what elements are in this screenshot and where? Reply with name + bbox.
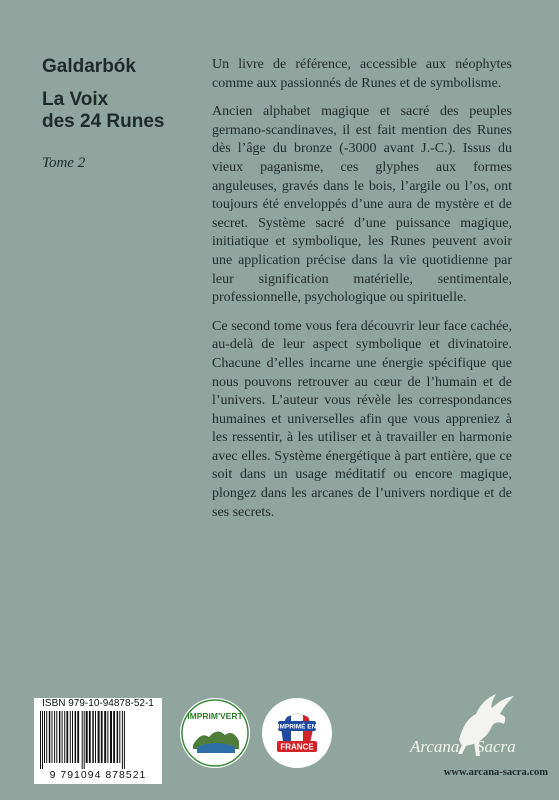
blurb-paragraph-2: Ancien alphabet magique et sacré des peuples germano-scandinaves, il est fait mention des Runes dès l’âge du bronze (-3000 avant J.-C.). Issus du vieux paganisme, ces glyphes aux formes anguleuses, gravés dans le bois, l’argile ou l’os, ont toujours été enveloppés d’une aura de mystère et de secret. Système sacré d’une puissance magique, initiatique et symbolique, les Runes peuvent avoir une application précise dans la vie quotidienne par leur signification matérielle, sentimentale, professionnelle, psychologique ou spirituelle. xyxy=(212,104,512,306)
publisher-website: www.arcana-sacra.com xyxy=(443,767,548,778)
barcode xyxy=(34,698,162,784)
isbn-label: ISBN 979-10-94878-52-1 xyxy=(42,698,154,709)
book-title xyxy=(42,89,202,133)
imprime-en-label: IMPRIMÉ EN xyxy=(277,723,317,731)
imprime-en-france-logo xyxy=(261,697,333,769)
publisher-name-arcana: Arcana xyxy=(410,737,460,756)
book-title-line1: La Voix xyxy=(42,89,109,110)
blurb-text xyxy=(212,56,512,532)
blurb-paragraph-1: Un livre de référence, accessible aux néophytes comme aux passionnés de Runes et de symbolisme. xyxy=(212,57,512,91)
author-name: Galdarbók xyxy=(42,56,136,77)
book-title-line2: des 24 Runes xyxy=(42,111,165,132)
barcode-bars xyxy=(38,711,158,769)
book-title-block xyxy=(42,55,202,172)
imprimvert-label: IMPRIM'VERT xyxy=(187,711,243,721)
arcana-sacra-logo xyxy=(404,690,529,765)
blurb-paragraph-3: Ce second tome vous fera découvrir leur face cachée, au-delà de leur aspect symbolique et divinatoire. Chacune d’elles incarne une énergie spécifique que nous pouvons retrouver au cœur de l’humain et de l’univers. L’auteur vous révèle les correspondances humaines et universelles afin que vous appreniez à les ressentir, à les utiliser et à travailler en harmonie avec elles. Système énergétique à part entière, que ce soit dans un usage méditatif ou encore magique, plongez dans les arcanes de l’univers nordique et de ses secrets. xyxy=(212,318,512,520)
france-label: FRANCE xyxy=(280,742,314,752)
ean-number: 9 791094 878521 xyxy=(49,769,147,781)
imprimvert-logo xyxy=(179,697,251,769)
volume-label: Tome 2 xyxy=(42,155,86,171)
publisher-name-sacra: Sacra xyxy=(476,737,516,756)
